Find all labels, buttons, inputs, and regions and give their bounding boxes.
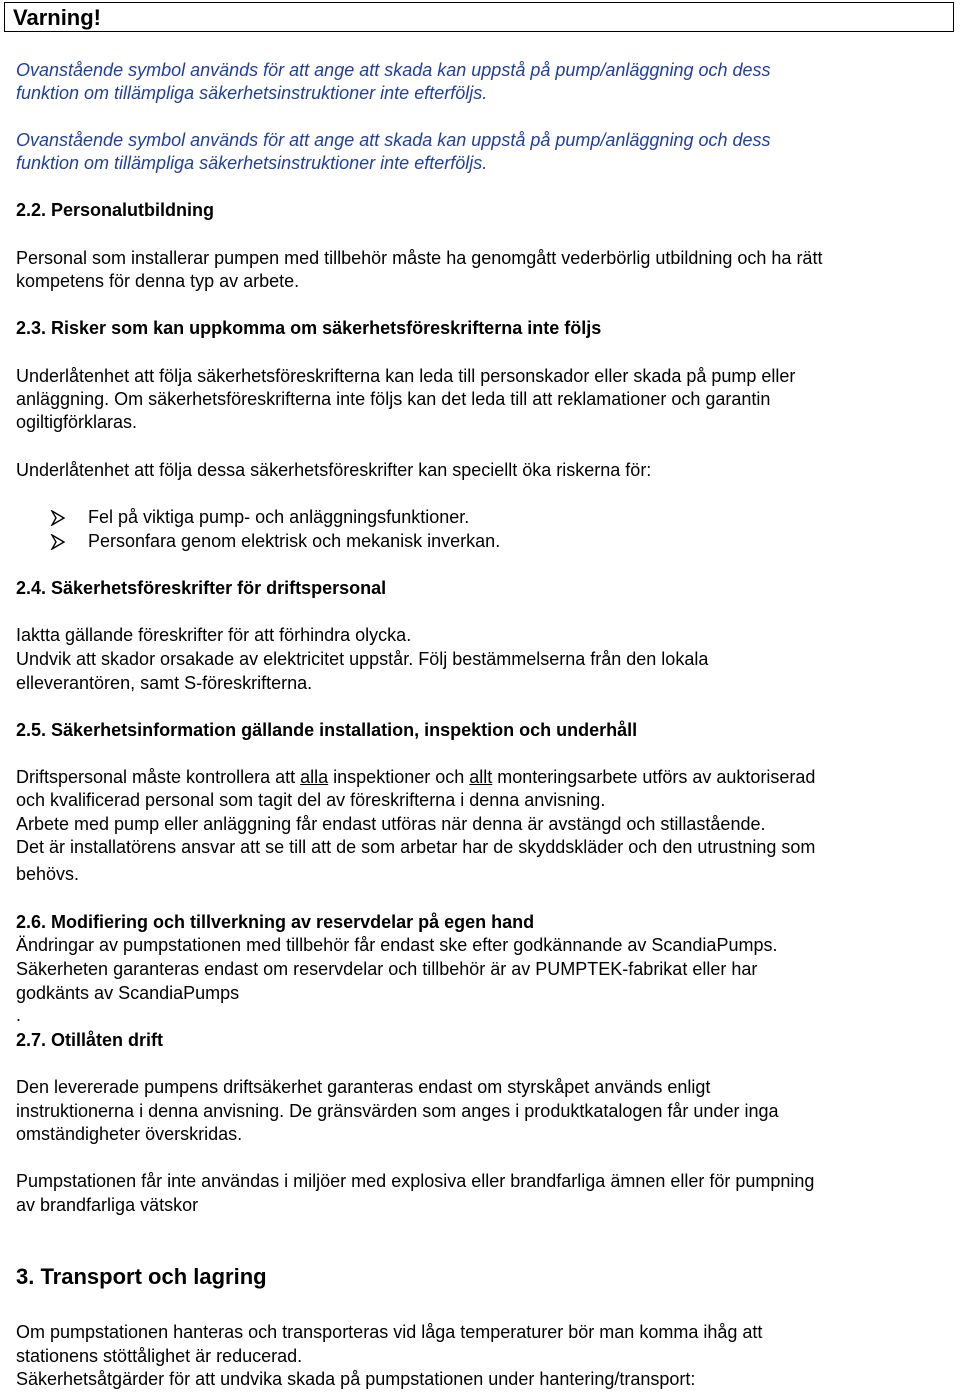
section-2-4-heading: 2.4. Säkerhetsföreskrifter för driftspersonal	[16, 578, 387, 598]
section-2-6-text-3: godkänts av ScandiaPumps	[16, 983, 240, 1003]
section-2-6-text-4: .	[16, 1005, 22, 1025]
section-2-7-text-2: instruktionerna i denna anvisning. De gränsvärden som anges i produktkatalogen får under inga	[16, 1101, 779, 1121]
section-2-3-text-3: ogiltigförklaras.	[16, 412, 138, 432]
warning-title: Varning!	[13, 5, 102, 30]
section-2-2-text-1: Personal som installerar pumpen med tillbehör måste ha genomgått vederbörlig utbildning och ha rätt	[16, 248, 823, 268]
section-2-5-heading: 2.5. Säkerhetsinformation gällande installation, inspektion och underhåll	[16, 720, 638, 740]
arrowhead-bullet-icon	[50, 509, 66, 532]
arrowhead-bullet-icon	[50, 533, 66, 556]
section-2-3-text-2: anläggning. Om säkerhetsföreskrifterna inte följs kan det leda till att reklamationer och garantin	[16, 389, 771, 409]
section-2-4-text-1: Iaktta gällande föreskrifter för att förhindra olycka.	[16, 625, 412, 645]
list-item-text: Personfara genom elektrisk och mekanisk inverkan.	[88, 531, 501, 551]
warning-note-line-2: funktion om tillämpliga säkerhetsinstruktioner inte efterföljs.	[16, 83, 488, 103]
section-2-6-text-1: Ändringar av pumpstationen med tillbehör får endast ske efter godkännande av ScandiaPumps.	[16, 935, 778, 955]
underlined-word: alla	[300, 767, 329, 787]
section-2-7-text-5: av brandfarliga vätskor	[16, 1195, 199, 1215]
warning-repeat-line-1: Ovanstående symbol används för att ange att skada kan uppstå på pump/anläggning och dess	[16, 130, 771, 150]
text-run: inspektioner och	[328, 767, 470, 787]
section-2-4-text-3: elleverantören, samt S-föreskrifterna.	[16, 673, 313, 693]
section-2-5-text-4: Det är installatörens ansvar att se till att de som arbetar har de skyddskläder och den utrustning som	[16, 837, 816, 857]
section-2-2-heading: 2.2. Personalutbildning	[16, 200, 215, 220]
section-2-3-heading: 2.3. Risker som kan uppkomma om säkerhetsföreskrifterna inte följs	[16, 318, 602, 338]
list-item-text: Fel på viktiga pump- och anläggningsfunktioner.	[88, 507, 470, 527]
section-3-text-3: Säkerhetsåtgärder för att undvika skada på pumpstationen under hantering/transport:	[16, 1369, 696, 1389]
section-2-6-heading: 2.6. Modifiering och tillverkning av reservdelar på egen hand	[16, 912, 535, 932]
section-2-4-text-2: Undvik att skador orsakade av elektricitet uppstår. Följ bestämmelserna från den lokala	[16, 649, 709, 669]
section-2-7-heading: 2.7. Otillåten drift	[16, 1030, 164, 1050]
section-3-heading: 3. Transport och lagring	[16, 1264, 267, 1289]
warning-repeat-line-2: funktion om tillämpliga säkerhetsinstruktioner inte efterföljs.	[16, 153, 488, 173]
section-2-7-text-1: Den levererade pumpens driftsäkerhet garanteras endast om styrskåpet används enligt	[16, 1077, 711, 1097]
section-2-5-text-1	[16, 766, 815, 789]
text-run: monteringsarbete utförs av auktoriserad	[492, 767, 816, 787]
section-2-6-text-2: Säkerheten garanteras endast om reservdelar och tillbehör är av PUMPTEK-fabrikat eller har	[16, 959, 758, 979]
section-2-5-text-3: Arbete med pump eller anläggning får endast utföras när denna är avstängd och stillastående.	[16, 814, 766, 834]
warning-box	[4, 2, 954, 32]
section-2-2-text-2: kompetens för denna typ av arbete.	[16, 271, 300, 291]
section-3-text-2: stationens stöttålighet är reducerad.	[16, 1346, 303, 1366]
text-run: Driftspersonal måste kontrollera att	[16, 767, 301, 787]
section-2-7-text-4: Pumpstationen får inte användas i miljöer med explosiva eller brandfarliga ämnen eller för pumpning	[16, 1171, 815, 1191]
underlined-word: allt	[469, 767, 493, 787]
section-2-5-text-2: och kvalificerad personal som tagit del av föreskrifterna i denna anvisning.	[16, 790, 606, 810]
section-2-7-text-3: omständigheter överskridas.	[16, 1124, 243, 1144]
section-3-text-1: Om pumpstationen hanteras och transporteras vid låga temperaturer bör man komma ihåg att	[16, 1322, 763, 1342]
section-2-3-text-1: Underlåtenhet att följa säkerhetsföreskrifterna kan leda till personskador eller skada på pump eller	[16, 366, 796, 386]
warning-note-line-1: Ovanstående symbol används för att ange att skada kan uppstå på pump/anläggning och dess	[16, 60, 771, 80]
section-2-5-text-5: behövs.	[16, 864, 80, 884]
section-2-3-text-4: Underlåtenhet att följa dessa säkerhetsföreskrifter kan speciellt öka riskerna för:	[16, 460, 652, 480]
